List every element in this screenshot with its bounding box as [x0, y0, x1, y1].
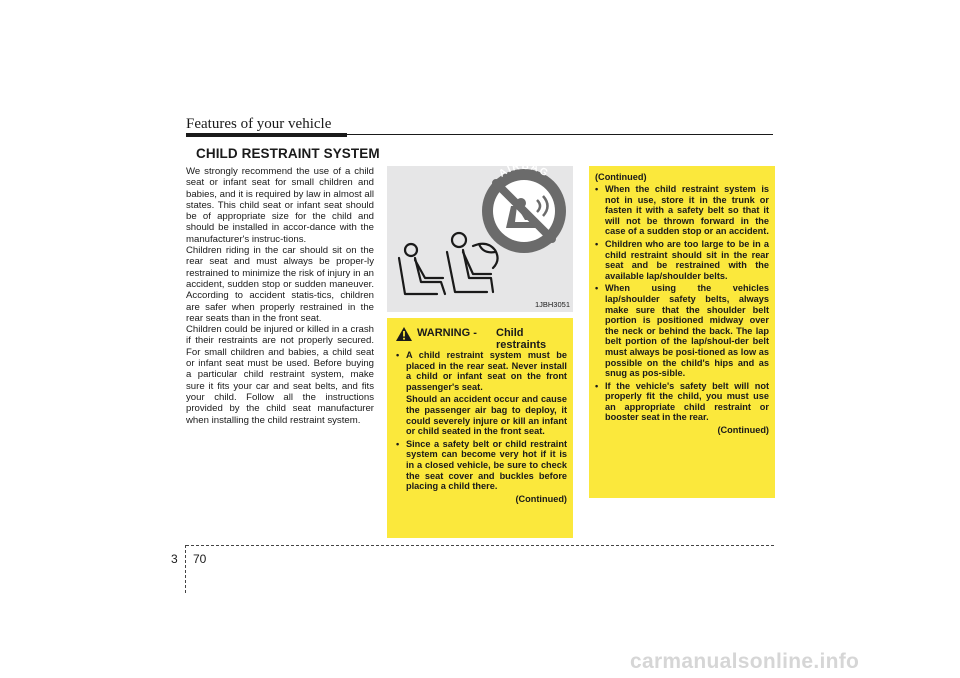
warning-bullet-1: • A child restraint system must be placed in the rear seat. Never install a child or infant seat on the front passenger's seat. — [406, 350, 567, 392]
warning-subject-line2: restraints — [496, 339, 547, 351]
page-number: 70 — [193, 552, 207, 566]
list-item: • When using the vehicles lap/shoulder safety belts, always make sure that the shoulder belt portion is positioned midway over the neck or behind the back. The lap belt portion of the lap/shoul-der belt must always be posi-tioned as low as possible on the child's hips and as snug as pos-sible. — [595, 283, 769, 378]
header-rule-thin — [347, 134, 773, 135]
warning-bullet-1-extra: Should an accident occur and cause the passenger air bag to deploy, it could severely injure or kill an infant or child seated in the front seat. — [406, 394, 567, 437]
warning-label: WARNING - — [417, 327, 477, 339]
warning-dash: - — [473, 327, 477, 339]
watermark: carmanualsonline.info — [630, 650, 860, 673]
warning-header — [396, 326, 567, 350]
list-item — [396, 350, 567, 437]
body-paragraph-3: Children could be injured or killed in a crash if their restraints are not properly secured. For small children and babies, a child seat or infant seat must be used. Before buying a particular child restraint system, make sure it fits your car and seat belts, and fits your child. Follow all the instructions provided by the child seat manufacturer when installing the child restraint system. — [186, 324, 374, 426]
warning-bullet-list — [396, 350, 567, 492]
airbag-text: AIRBAG — [497, 166, 551, 180]
warning-box — [387, 318, 573, 538]
footer-rule — [186, 545, 774, 546]
warning-bullet-2: • Since a safety belt or child restraint system can become very hot if it is in a closed vehicle, be sure to check the seat cover and buckles before placing a child there. — [406, 438, 567, 492]
no-child-seat-airbag-icon — [387, 166, 573, 312]
continued-bullet-list — [595, 184, 769, 423]
list-item: • When the child restraint system is not in use, store it in the trunk or fasten it with a safety belt so that it will not be thrown forward in the case of a sudden stop or an accident. — [595, 184, 769, 237]
airbag-child-seat-illustration — [387, 166, 573, 312]
section-title: CHILD RESTRAINT SYSTEM — [196, 146, 380, 161]
body-text — [186, 166, 374, 426]
page-chapter: 3 — [171, 552, 178, 566]
page-number-divider — [185, 545, 186, 593]
continued-footer: (Continued) — [717, 425, 769, 436]
warning-continued: (Continued) — [515, 493, 567, 504]
figure-code: 1JBH3051 — [534, 300, 570, 309]
continued-heading: (Continued) — [595, 172, 647, 182]
header-title: Features of your vehicle — [186, 116, 332, 132]
warning-triangle-icon — [396, 327, 412, 341]
continued-warning-box — [589, 166, 775, 498]
warning-subject-line1: Child — [496, 327, 524, 339]
body-paragraph-1: We strongly recommend the use of a child seat or infant seat for small children and babies, and it is required by law in almost all states. This child seat or infant seat should be of appropriate size for the child and should be installed in accor-dance with the manufacturer's instruc-tions. — [186, 166, 374, 245]
list-item: • Children who are too large to be in a child restraint should sit in the rear seat and be restrained with the available lap/shoulder belts. — [595, 239, 769, 281]
header-rule — [186, 133, 347, 137]
list-item — [396, 439, 567, 492]
body-paragraph-2: Children riding in the car should sit on the rear seat and must always be proper-ly restrained to minimize the risk of injury in an accident, sudden stop or sudden maneuver. According to accident statis-tics, children are safer when properly restrained in the rear seats than in the front seat. — [186, 245, 374, 324]
list-item: • If the vehicle's safety belt will not properly fit the child, you must use an appropriate child restraint or booster seat in the rear. — [595, 381, 769, 423]
